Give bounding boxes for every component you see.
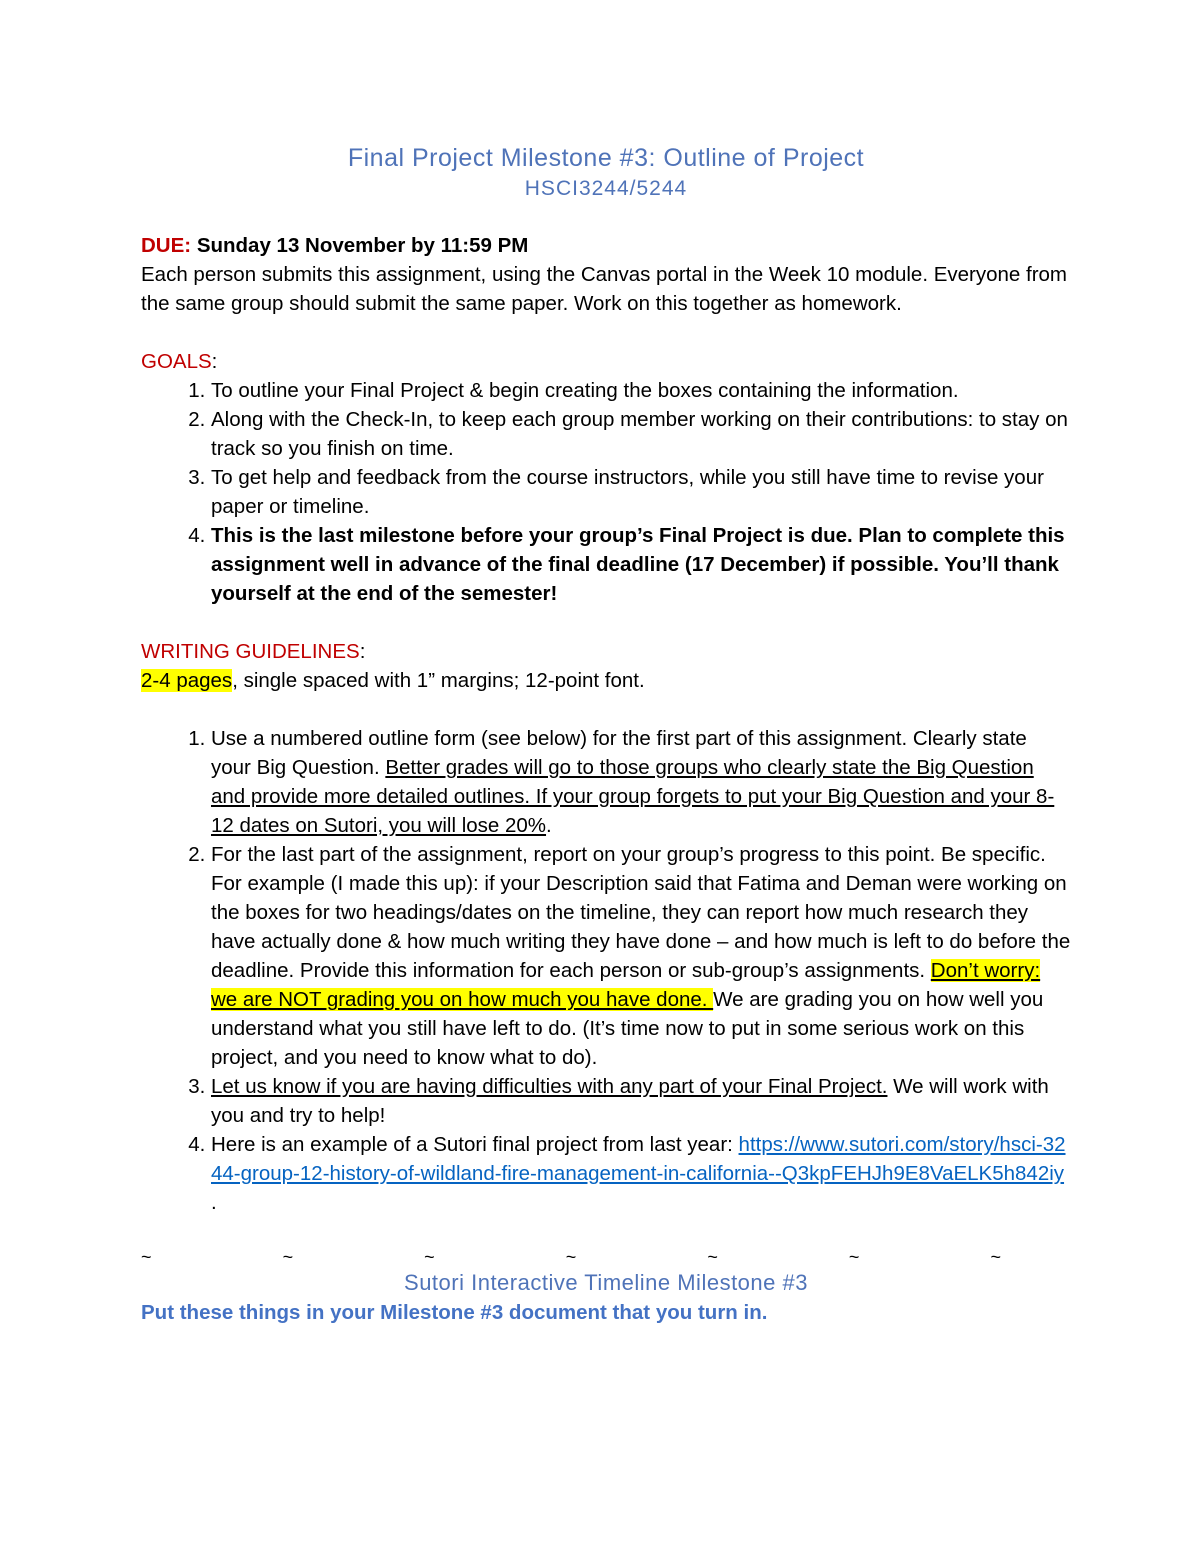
guideline-text: . [546,814,552,837]
writing-guidelines-heading [141,637,1071,666]
sutori-section-title: Sutori Interactive Timeline Milestone #3 [404,1270,808,1295]
goals-heading [141,347,1071,376]
guideline-item [211,1072,1071,1130]
guideline-text: . [211,1191,217,1214]
guideline-text: We are grading you on how well you understand what you still have left to do. (It’s time now to put in some serious work on this project, and you need to know what to do). [211,988,1044,1069]
due-date: Sunday 13 November by 11:59 PM [196,234,529,257]
guideline-text: For the last part of the assignment, report on your group’s progress to this point. Be specific. For example (I made this up): if your Description said that Fatima and Deman were working on the boxes for two headings/dates on the timeline, they can report how much research they have actually done & how much writing they have done – and how much is left to do before the deadline. Provide this information for each person or sub-group’s assignments. [211,843,1071,982]
guideline-text: Here is an example of a Sutori final project from last year: [211,1133,739,1156]
document-page [141,140,1071,1327]
document-title: Final Project Milestone #3: Outline of Project [347,144,865,172]
guideline-text: We will work with you and try to help! [211,1075,1049,1127]
goal-item: 4. This is the last milestone before your group’s Final Project is due. Plan to complete this assignment well in advance of the final deadline (17 December) if possible. You’ll thank yourself at the end of the semester! [211,521,1071,608]
writing-guidelines-colon: : [359,640,366,663]
divider-tilde: ~ [424,1247,435,1267]
section-divider [141,1246,1001,1268]
page-requirements [141,666,1071,695]
submission-instructions: Each person submits this assignment, using the Canvas portal in the Week 10 module. Everyone from the same group should submit the same paper. Work on this together as homework. [141,263,1068,315]
guideline-item [211,840,1071,1072]
sutori-instruction: Put these things in your Milestone #3 document that you turn in. [141,1301,768,1324]
example-project-link[interactable]: https://www.sutori.com/story/hsci-3244-group-12-history-of-wildland-fire-management-in-california--Q3kpFEHJh9E8VaELK5h842iy [211,1133,1066,1185]
divider-tilde: ~ [990,1247,1001,1267]
goal-item: 1. To outline your Final Project & begin creating the boxes containing the information. [211,376,1071,405]
goals-list [141,376,1071,608]
goals-heading-label: GOALS [141,350,212,373]
divider-tilde: ~ [282,1247,294,1267]
due-line [141,231,1071,260]
writing-guidelines-list [141,724,1071,1217]
writing-guidelines-label: WRITING GUIDELINES [141,640,360,663]
goal-item: 2. Along with the Check-In, to keep each group member working on their contributions: to stay on track so you finish on time. [211,405,1071,463]
guideline-item [211,724,1071,840]
goal-item: 3. To get help and feedback from the course instructors, while you still have time to revise your paper or timeline. [211,463,1071,521]
due-label: DUE: [141,234,192,257]
guideline-text: Use a numbered outline form (see below) for the first part of this assignment. Clearly state your Big Question. [211,727,1027,779]
divider-tilde: ~ [565,1247,577,1267]
divider-tilde: ~ [707,1247,718,1267]
guideline-item [211,1130,1071,1217]
divider-tilde: ~ [141,1247,152,1267]
guideline-underlined-text: Let us know if you are having difficulties with any part of your Final Project. [211,1075,888,1098]
goals-heading-colon: : [211,350,218,373]
divider-tilde: ~ [848,1247,860,1267]
course-code: HSCI3244/5244 [524,177,688,200]
guideline-underlined-text: Better grades will go to those groups who clearly state the Big Question and provide more detailed outlines. If your group forgets to put your Big Question and your 8-12 dates on Sutori, you will lose 20% [211,756,1055,837]
format-requirements: , single spaced with 1” margins; 12-point font. [232,669,645,692]
page-count-highlight: 2-4 pages [141,669,233,692]
guideline-highlighted-text: Don’t worry: we are NOT grading you on how much you have done. [211,959,1041,1011]
